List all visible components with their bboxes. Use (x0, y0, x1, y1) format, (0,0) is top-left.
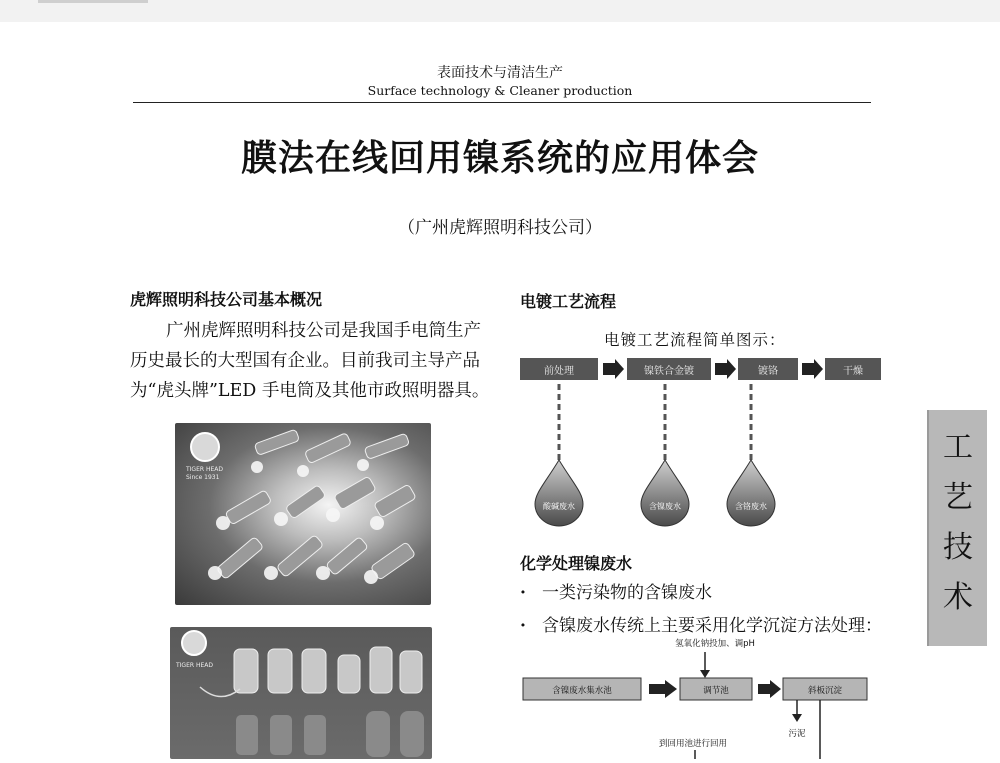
lanterns-illustration (170, 627, 432, 759)
photo2-logo-text: TIGER HEAD (176, 662, 213, 669)
side-tab-char: 艺 (943, 480, 973, 515)
journal-title-cn: 表面技术与清洁生产 (437, 65, 563, 81)
sludge-label: 污泥 (788, 729, 806, 739)
reagent-label: 氢氧化钠投加、调pH (675, 639, 755, 649)
treatment-bullet-list (520, 578, 900, 644)
article-title: 膜法在线回用镍系统的应用体会 (240, 138, 759, 179)
header-divider (133, 102, 871, 103)
box-label-regulating-tank: 调节池 (703, 686, 729, 696)
side-tab-char: 术 (943, 580, 973, 615)
list-item: · 含镍废水传统上主要采用化学沉淀方法处理： (520, 611, 900, 644)
tiger-head-logo-icon (182, 631, 206, 655)
return-label: 到回用池进行回用 (658, 739, 728, 749)
side-tab-char: 技 (943, 530, 973, 565)
product-photo-flashlights (175, 423, 431, 605)
list-item: · 一类污染物的含镍废水 (520, 578, 900, 611)
arrow-down-icon (700, 670, 710, 678)
flow-arrow-icon (758, 680, 781, 698)
company-overview-heading: 虎辉照明科技公司基本概况 (130, 290, 323, 309)
arrow-down-icon (792, 714, 802, 722)
plating-process-heading: 电镀工艺流程 (520, 292, 617, 311)
process-diagram-caption: 电镀工艺流程简单图示： (604, 331, 786, 349)
page-top-edge (0, 0, 1000, 22)
article-author: （广州虎辉照明科技公司） (398, 218, 602, 238)
drop-label-chrome: 含铬废水 (735, 502, 767, 511)
wastewater-drop-icon (727, 460, 775, 526)
drop-label-acid-alkali: 酸碱废水 (543, 502, 575, 511)
journal-title-en: Surface technology & Cleaner production (367, 83, 633, 98)
step-label-ni-fe-plating: 镍铁合金镀 (644, 366, 694, 377)
photo1-since-text: Since 1931 (186, 474, 220, 481)
company-overview-paragraph: 广州虎辉照明科技公司是我国手电筒生产历史最长的大型国有企业。目前我司主导产品为“虎头牌”LED 手电筒及其他市政照明器具。 (130, 321, 490, 401)
flow-arrow-icon (603, 359, 624, 379)
drop-label-nickel: 含镍废水 (649, 502, 681, 511)
flow-arrow-icon (715, 359, 736, 379)
product-photo-lanterns (170, 627, 432, 759)
wastewater-drop-icon (641, 460, 689, 526)
chemical-treatment-heading: 化学处理镍废水 (520, 554, 633, 573)
photo1-logo-text: TIGER HEAD (186, 466, 223, 473)
step-label-drying: 干燥 (843, 366, 863, 377)
tiger-head-logo-icon (191, 433, 219, 461)
wastewater-drop-icon (535, 460, 583, 526)
flow-arrow-icon (802, 359, 823, 379)
flow-arrow-icon (649, 680, 677, 698)
box-label-sedimentation: 斜板沉淀 (807, 686, 843, 696)
side-tab-char: 工 (943, 430, 973, 465)
chemical-treatment-diagram (515, 636, 875, 759)
step-label-chrome-plating: 镀铬 (758, 366, 778, 377)
box-label-collection-tank: 含镍废水集水池 (552, 686, 612, 696)
section-side-tab (927, 410, 987, 646)
plating-process-diagram (515, 348, 885, 528)
flashlights-illustration (175, 423, 431, 605)
step-label-pretreatment: 前处理 (544, 366, 574, 377)
